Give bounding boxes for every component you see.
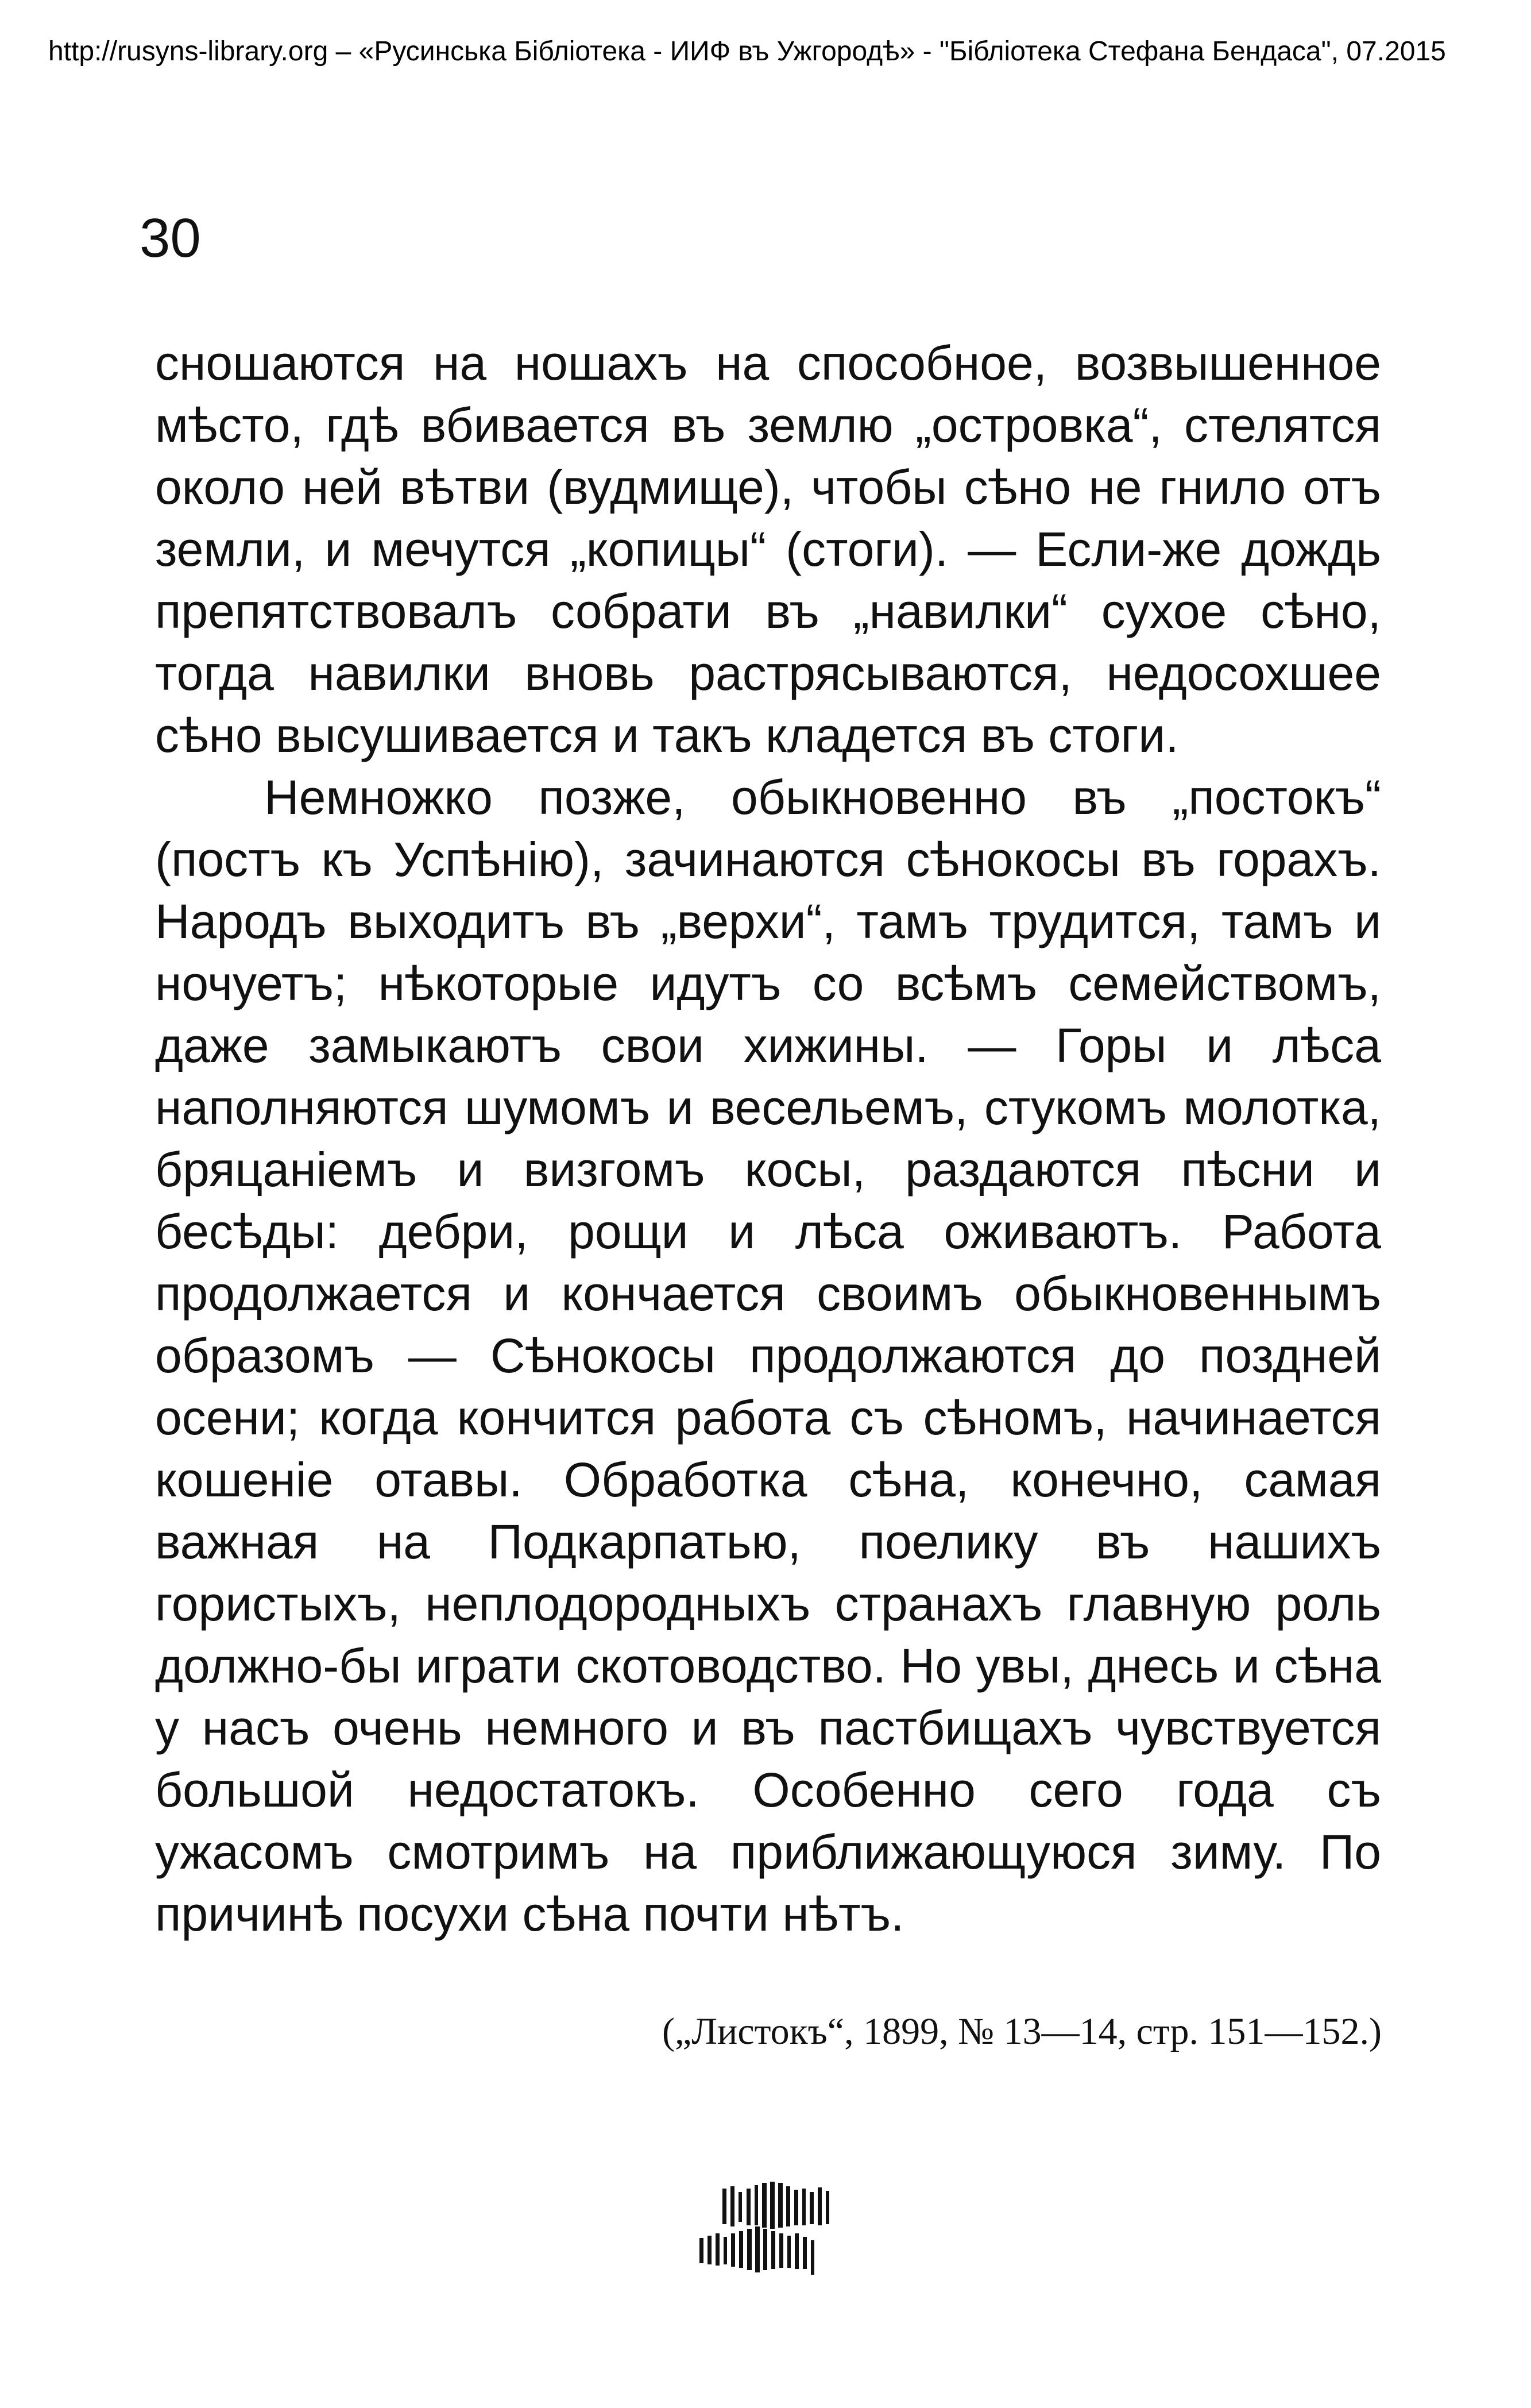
- paragraph-2: Немножко позже, обыкновенно въ „постокъ“ (постъ къ Успѣнiю), зачинаются сѣнокосы въ горахъ. Народъ выходитъ въ „верхи“, тамъ трудится, тамъ и ночуетъ; нѣкоторые идутъ со всѣмъ семействомъ, даже замыкаютъ свои хижины. — Горы и лѣса наполняются шумомъ и весельемъ, стукомъ молотка, бряцанiемъ и визгомъ косы, раздаются пѣсни и бесѣды: дебри, рощи и лѣса оживаютъ. Работа продолжается и кончается своимъ обыкновеннымъ образомъ — Сѣнокосы продолжаются до поздней осени; когда кончится работа съ сѣномъ, начинается кошенiе отавы. Обработка сѣна, конечно, самая важная на Подкарпатью, поелику въ нашихъ гористыхъ, неплодородныхъ странахъ главную роль должно-бы играти скотоводство. Но увы, днесь и сѣна у насъ очень немного и въ пастбищахъ чувствуется большой недостатокъ. Особенно сего года съ ужасомъ смотримъ на приближающуюся зиму. По причинѣ посухи сѣна почти нѣтъ.: [155, 770, 1381, 1941]
- paragraph-1: сношаются на ношахъ на способное, возвышенное мѣсто, гдѣ вбивается въ землю „островка“, стелятся около ней вѣтви (вудмище), чтобы сѣно не гнило отъ земли, и мечутся „копицы“ (стоги). — Если-же дождь препятствовалъ собрати въ „навилки“ сухое сѣно, тогда навилки вновь растрясываются, недосохшее сѣно высушивается и такъ кладется въ стоги.: [155, 336, 1381, 762]
- vertical-bars-ornament-icon: [695, 2181, 867, 2284]
- source-header: http://rusyns-library.org – «Русинська Бiблiотека - ИИФ въ Ужгородѣ» - "Бiблiотека Стефана Бендаса", 07.2015: [48, 36, 1446, 67]
- page-number: 30: [140, 207, 201, 269]
- citation: („Листокъ“, 1899, № 13—14, стр. 151—152.): [662, 2010, 1382, 2052]
- body-text: [155, 332, 1381, 1945]
